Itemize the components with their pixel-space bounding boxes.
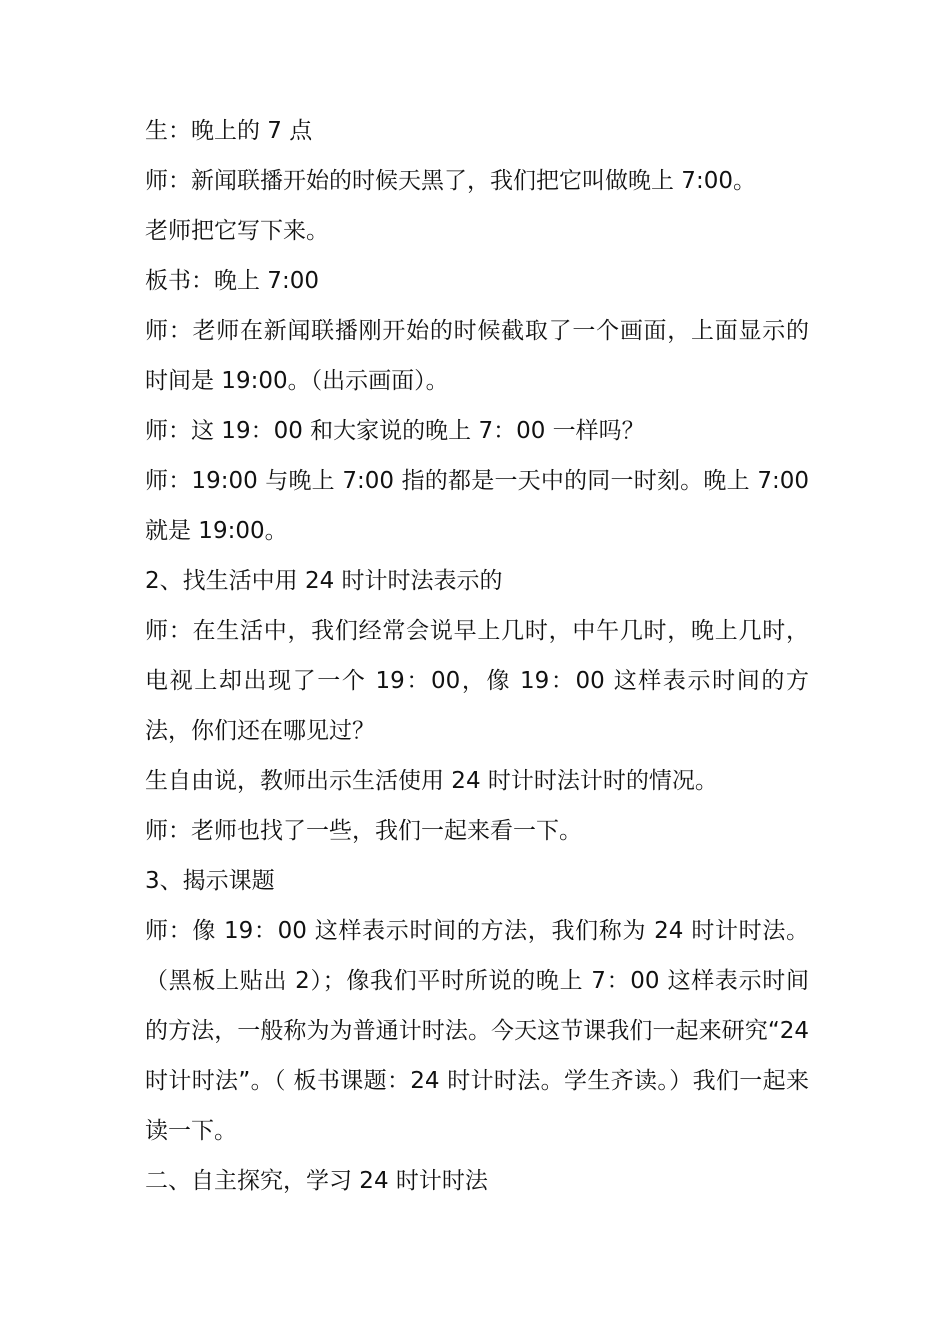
paragraph-teacher-question: 师：这 19：00 和大家说的晚上 7：00 一样吗？	[145, 418, 645, 444]
paragraph-board-note: 板书：晚上 7:00	[145, 268, 319, 294]
section-heading-2: 2、找生活中用 24 时计时法表示的	[145, 568, 503, 594]
paragraph-teacher-news: 师：新闻联播开始的时候天黑了，我们把它叫做晚上 7:00。	[145, 168, 756, 194]
paragraph-teacher-topic: 师：像 19：00 这样表示时间的方法，我们称为 24 时计时法。（黑板上贴出 2）；像我们平时所说的晚上 7：00 这样表示时间的方法，一般称为为普通计时法。今天这节课我们一起来研究“24 时计时法”。（ 板书课题：24 时计时法。学生齐读。）我们一起来读一下。	[145, 918, 809, 1144]
document-page	[145, 106, 809, 1206]
section-heading-part-two: 二、自主探究，学习 24 时计时法	[145, 1168, 488, 1194]
paragraph-write-down: 老师把它写下来。	[145, 218, 329, 244]
paragraph-student-free-talk: 生自由说，教师出示生活使用 24 时计时法计时的情况。	[145, 768, 718, 794]
paragraph-student-answer: 生：晚上的 7 点	[145, 118, 313, 144]
paragraph-teacher-life: 师：在生活中，我们经常会说早上几时，中午几时，晚上几时，电视上却出现了一个 19：00，像 19：00 这样表示时间的方法，你们还在哪见过？	[145, 618, 809, 744]
paragraph-teacher-screenshot: 师：老师在新闻联播刚开始的时候截取了一个画面，上面显示的时间是 19:00。（出示画面）。	[145, 318, 809, 394]
section-heading-3: 3、揭示课题	[145, 868, 275, 894]
paragraph-teacher-look: 师：老师也找了一些，我们一起来看一下。	[145, 818, 582, 844]
paragraph-teacher-same-time: 师：19:00 与晚上 7:00 指的都是一天中的同一时刻。晚上 7:00 就是 19:00。	[145, 468, 809, 544]
